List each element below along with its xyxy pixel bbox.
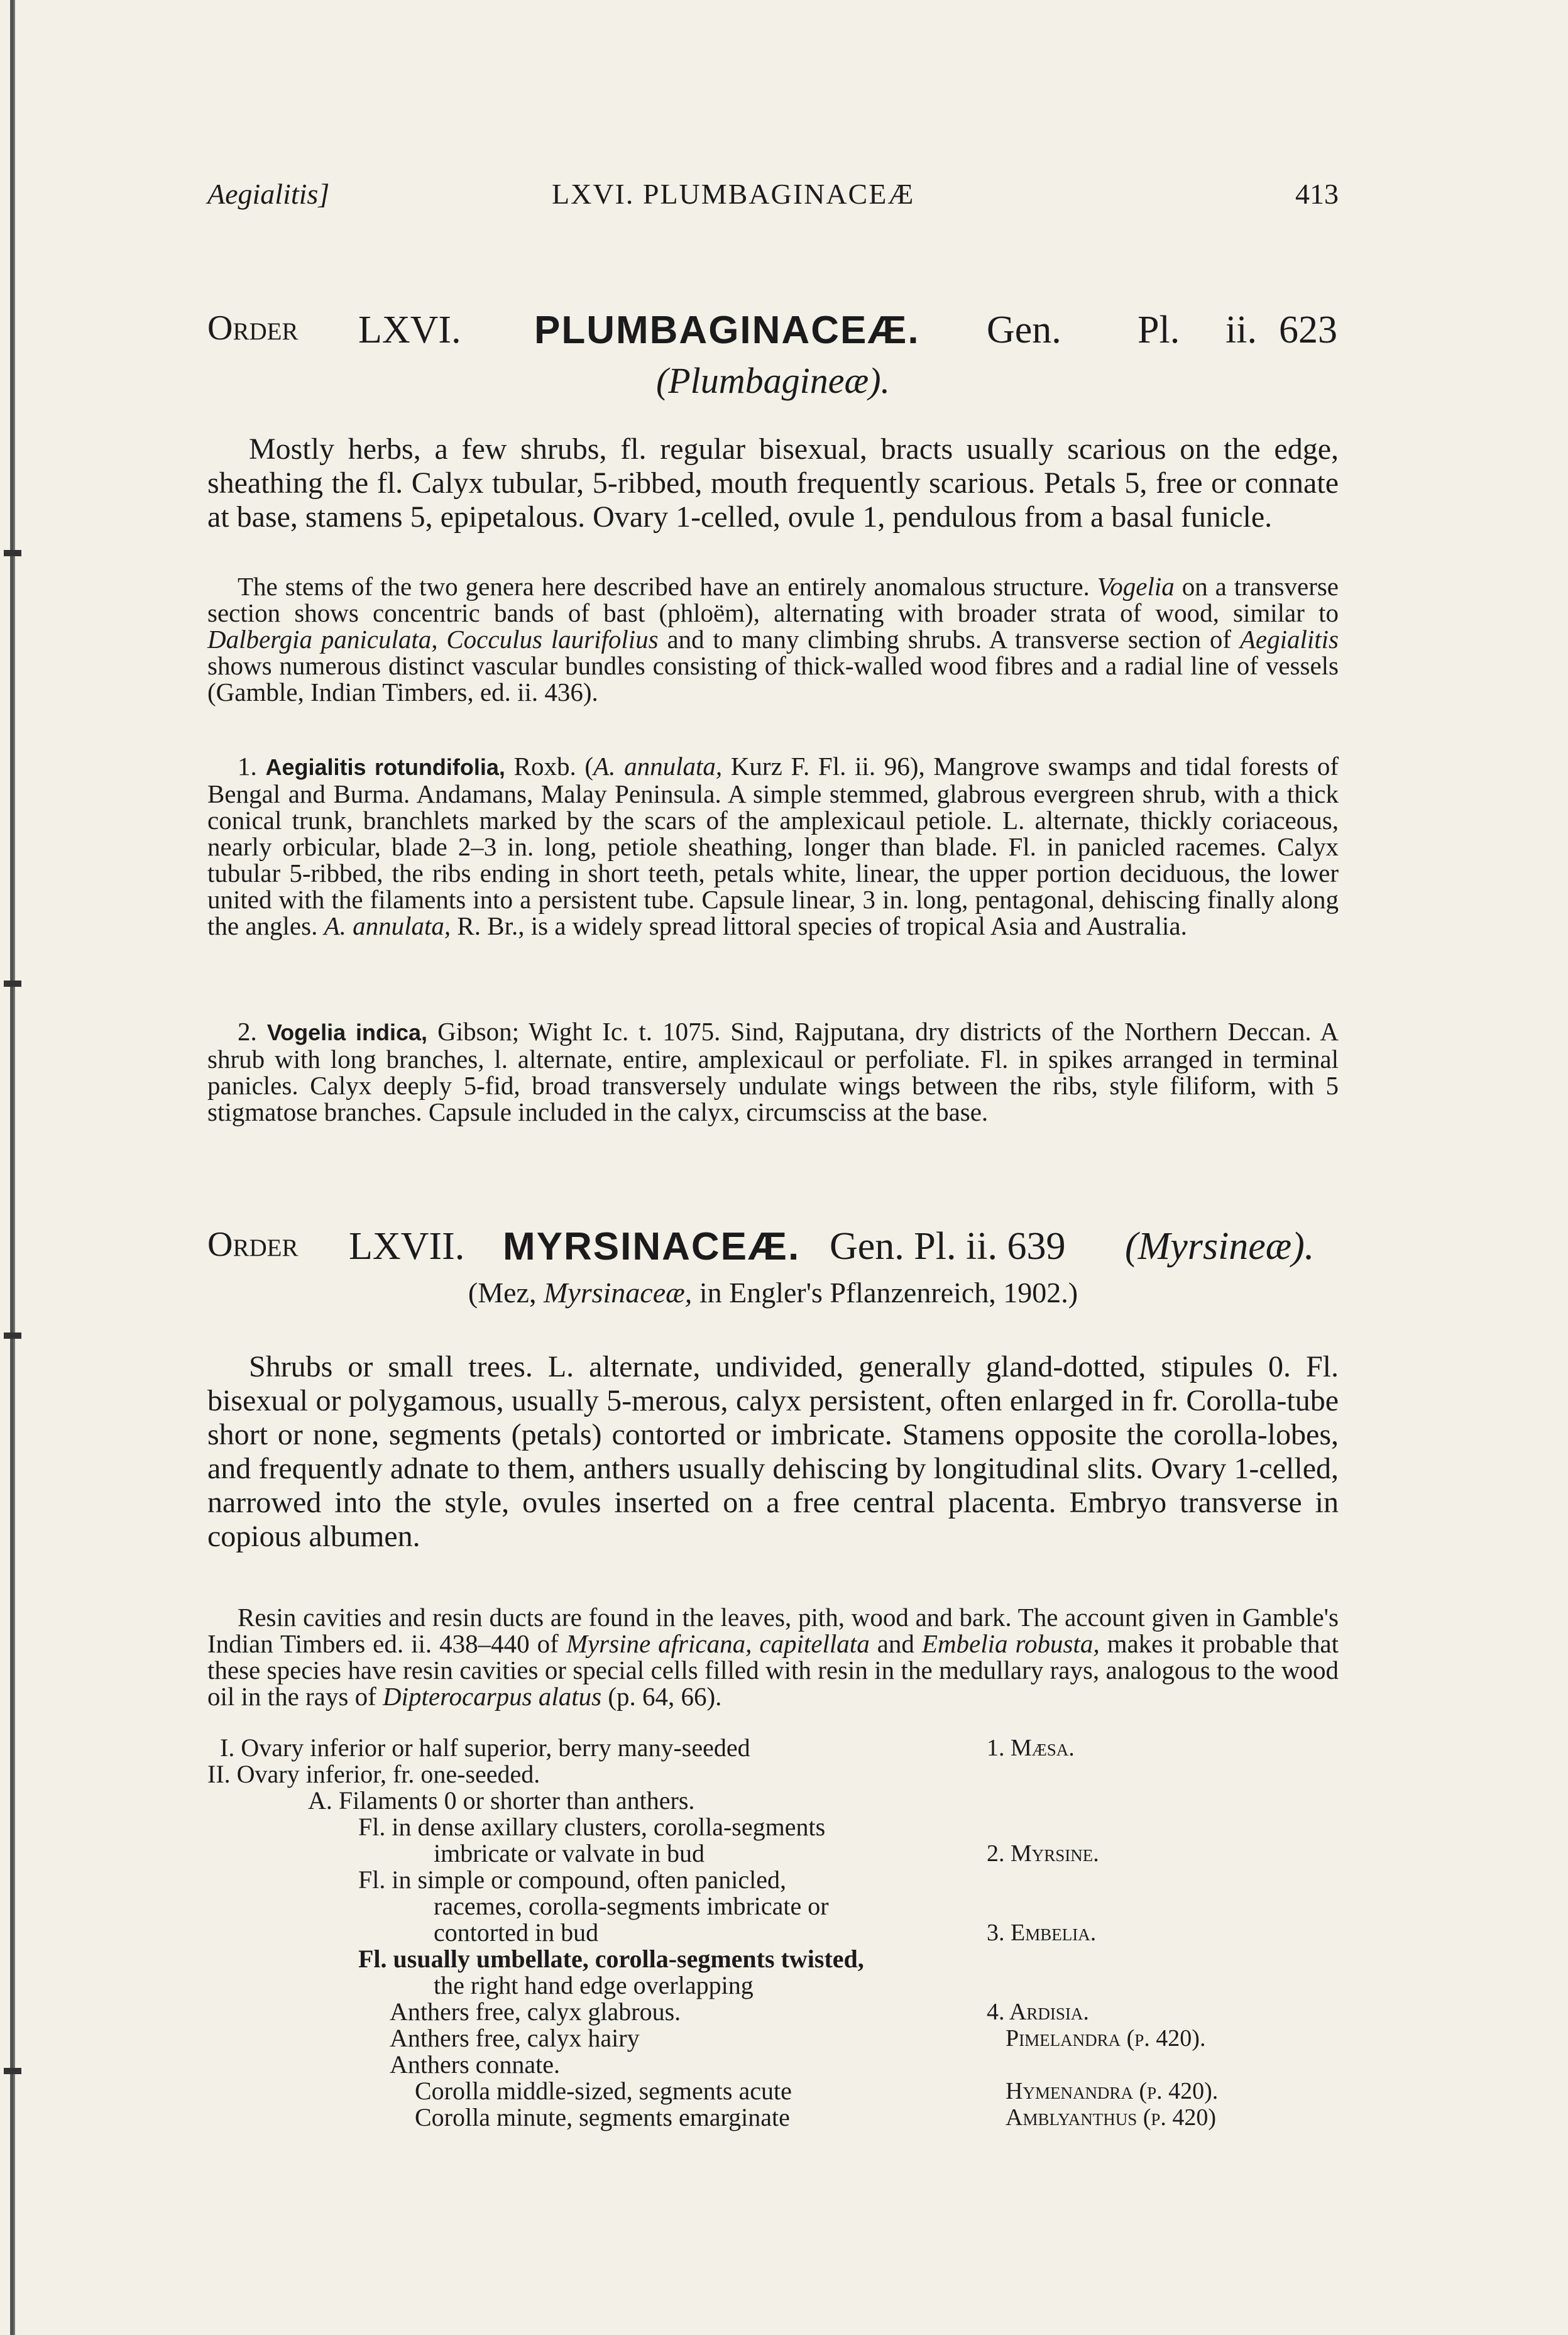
key-row — [207, 1867, 1339, 1893]
key-text: Anthers connate. — [390, 2050, 561, 2079]
species-text: Roxb. ( — [513, 752, 594, 781]
key-row — [207, 2025, 1339, 2052]
species-entry-vogelia — [207, 1018, 1339, 1125]
order-word: Order — [207, 1225, 299, 1264]
species-text: R. Br., is a widely spread littoral species of tropical Asia and Australia. — [457, 911, 1187, 940]
ref-page: 623 — [1279, 309, 1337, 351]
key-row — [207, 2052, 1339, 2078]
order-subtitle: (Plumbagineæ). — [655, 360, 891, 401]
binding-mark — [4, 2068, 21, 2074]
species-names: Myrsine africana, capitellata — [566, 1629, 870, 1658]
key-text: the right hand edge overlapping — [434, 1971, 754, 1999]
subtitle-text: in Engler's Pflanzenreich, 1902.) — [699, 1277, 1078, 1309]
anatomy-text: and — [877, 1629, 914, 1658]
ref-vol: ii. — [1225, 309, 1257, 351]
species-names: Dalbergia paniculata, Cocculus laurifolius — [207, 625, 659, 654]
genera-key — [207, 1735, 1339, 2131]
header-left: Aegialitis] — [207, 178, 330, 210]
key-text: racemes, corolla-segments imbricate or — [434, 1892, 829, 1920]
key-row — [207, 1788, 1339, 1814]
key-row — [207, 1735, 1339, 1761]
key-result: 1. Mæsa. — [987, 1735, 1075, 1761]
key-row — [207, 1761, 1339, 1788]
species-text: Kurz F. Fl. ii. 96), Mangrove swamps and tidal forests of Bengal and Burma. Andamans, Malay Peninsula. A simple stemmed, glabrous evergreen shrub, with a thick conical trunk, branchlets marked by the scars of the amplexicaul petiole. L. alternate, thickly coriaceous, nearly orbicular, blade 2–3 in. long, petiole sheathing, longer than blade. Fl. in panicled racemes. Calyx tubular 5-ribbed, the ribs ending in short teeth, petals white, linear, the upper portion deciduous, the lower united with the filaments into a persistent tube. Capsule linear, 3 in. long, pentagonal, dehiscing finally along the angles. — [207, 752, 1339, 940]
binding-mark — [4, 1332, 21, 1339]
running-header — [207, 177, 1339, 221]
book-binding — [10, 0, 15, 2335]
order-description — [207, 432, 1339, 534]
key-row — [207, 1946, 1339, 1972]
species-number: 2. — [238, 1017, 257, 1046]
order-numeral: LXVII. — [349, 1225, 465, 1268]
key-text: Fl. in simple or compound, often panicled, — [358, 1865, 786, 1894]
order-word: Order — [207, 309, 299, 348]
species-names: Embelia robusta, — [921, 1629, 1100, 1658]
anatomy-text: shows numerous distinct vascular bundles consisting of thick-walled wood fibres and a radial line of vessels (Gamble, Indian Timbers, ed. ii. 436). — [207, 651, 1339, 706]
key-text: imbricate or valvate in bud — [434, 1839, 705, 1867]
synonym: A. annulata, — [324, 911, 451, 940]
header-center: LXVI. PLUMBAGINACEÆ — [552, 178, 915, 210]
binding-mark — [4, 981, 21, 987]
key-text: Fl. usually umbellate, corolla-segments twisted, — [358, 1945, 864, 1973]
key-text: Fl. in dense axillary clusters, corolla-segments — [358, 1813, 826, 1841]
order-heading-myrsinaceae — [207, 1224, 1339, 1309]
key-result: 3. Embelia. — [987, 1920, 1097, 1946]
key-result: Amblyanthus (p. 420) — [1006, 2104, 1217, 2131]
key-text: A. Filaments 0 or shorter than anthers. — [308, 1786, 695, 1815]
key-result: 2. Myrsine. — [987, 1840, 1099, 1867]
binding-mark — [4, 550, 21, 556]
order-reference: Gen. Pl. ii. 639 — [830, 1225, 1066, 1268]
key-result: Hymenandra (p. 420). — [1006, 2078, 1219, 2104]
key-text: I. Ovary inferior or half superior, berry many-seeded — [220, 1733, 750, 1762]
order-subtitle — [207, 1276, 1339, 1309]
anatomy-text: Resin cavities and resin ducts are found in the leaves, pith, wood and bark. The account given in Gamble's Indian Timbers ed. ii. 438–440 of — [207, 1603, 1339, 1658]
key-text: Corolla middle-sized, segments acute — [415, 2077, 792, 2105]
order-description-text: Shrubs or small trees. L. alternate, undivided, generally gland-dotted, stipules 0. Fl. bisexual or polygamous, usually 5-merous, calyx persistent, often enlarged in fr. Corolla-tube short or none, segments (petals) contorted or imbricate. Stamens opposite the corolla-lobes, and frequently adnate to them, anthers usually dehiscing by longitudinal slits. Ovary 1-celled, narrowed into the style, ovules inserted on a free central placenta. Embryo transverse in copious albumen. — [207, 1350, 1339, 1553]
key-row — [207, 1814, 1339, 1840]
species-names: Dipterocarpus alatus — [382, 1682, 602, 1711]
species-name: Aegialitis rotundifolia, — [265, 754, 505, 780]
genus-name: Aegialitis — [1239, 625, 1339, 654]
order-heading-plumbaginaceae — [207, 308, 1339, 402]
anatomy-text: (p. 64, 66). — [608, 1682, 722, 1711]
subtitle-taxon: Myrsinaceæ, — [543, 1277, 693, 1309]
key-row — [207, 1920, 1339, 1946]
ref-pl: Pl. — [1138, 309, 1180, 351]
synonym: A. annulata, — [593, 752, 723, 781]
anatomy-text: makes it probable that these species have resin cavities or special cells filled with resin in the medullary rays, analogous to the wood oil in the rays of — [207, 1629, 1339, 1711]
key-result: 4. Ardisia. — [987, 1999, 1089, 2025]
anatomy-note — [207, 1604, 1339, 1710]
order-description-text: Mostly herbs, a few shrubs, fl. regular bisexual, bracts usually scarious on the edge, sheathing the fl. Calyx tubular, 5-ribbed, mouth frequently scarious. Petals 5, free or connate at base, stamens 5, epipetalous. Ovary 1-celled, ovule 1, pendulous from a basal funicle. — [207, 432, 1339, 534]
anatomy-text: on a transverse section shows concentric bands of bast (phloëm), alternating with broader strata of wood, similar to — [207, 572, 1339, 627]
page-number: 413 — [1295, 178, 1339, 210]
key-row — [207, 2078, 1339, 2104]
key-text: Corolla minute, segments emarginate — [415, 2103, 790, 2131]
subtitle-text: (Mez, — [468, 1277, 537, 1309]
key-row — [207, 1893, 1339, 1920]
anatomy-text: The stems of the two genera here described have an entirely anomalous structure. — [238, 572, 1090, 601]
anatomy-text: and to many climbing shrubs. A transverse section of — [667, 625, 1232, 654]
key-text: contorted in bud — [434, 1918, 599, 1947]
species-name: Vogelia indica, — [266, 1019, 428, 1045]
key-text: Anthers free, calyx hairy — [390, 2024, 640, 2052]
species-number: 1. — [238, 752, 257, 781]
species-text: Gibson; Wight Ic. t. 1075. Sind, Rajputana, dry districts of the Northern Deccan. A shrub with long branches, l. alternate, entire, amplexicaul or perfoliate. Fl. in spikes arranged in terminal panicles. Calyx deeply 5-fid, broad transversely undulate wings between the ribs, style filiform, with 5 stigmatose branches. Capsule included in the calyx, circumsciss at the base. — [207, 1017, 1339, 1126]
genus-name: Vogelia — [1097, 572, 1175, 601]
key-row — [207, 1972, 1339, 1999]
order-title: PLUMBAGINACEÆ. — [534, 309, 920, 352]
order-synonym: (Myrsineæ). — [1125, 1225, 1315, 1268]
anatomy-note — [207, 573, 1339, 705]
key-row — [207, 1840, 1339, 1867]
species-entry-aegialitis — [207, 753, 1339, 939]
key-text: Anthers free, calyx glabrous. — [390, 1997, 681, 2026]
key-row — [207, 2104, 1339, 2131]
key-text: II. Ovary inferior, fr. one-seeded. — [207, 1760, 540, 1788]
ref-gen: Gen. — [987, 309, 1061, 351]
key-result: Pimelandra (p. 420). — [1006, 2025, 1206, 2052]
key-row — [207, 1999, 1339, 2025]
order-title: MYRSINACEÆ. — [503, 1225, 801, 1268]
order-description — [207, 1350, 1339, 1554]
order-numeral: LXVI. — [358, 309, 461, 351]
